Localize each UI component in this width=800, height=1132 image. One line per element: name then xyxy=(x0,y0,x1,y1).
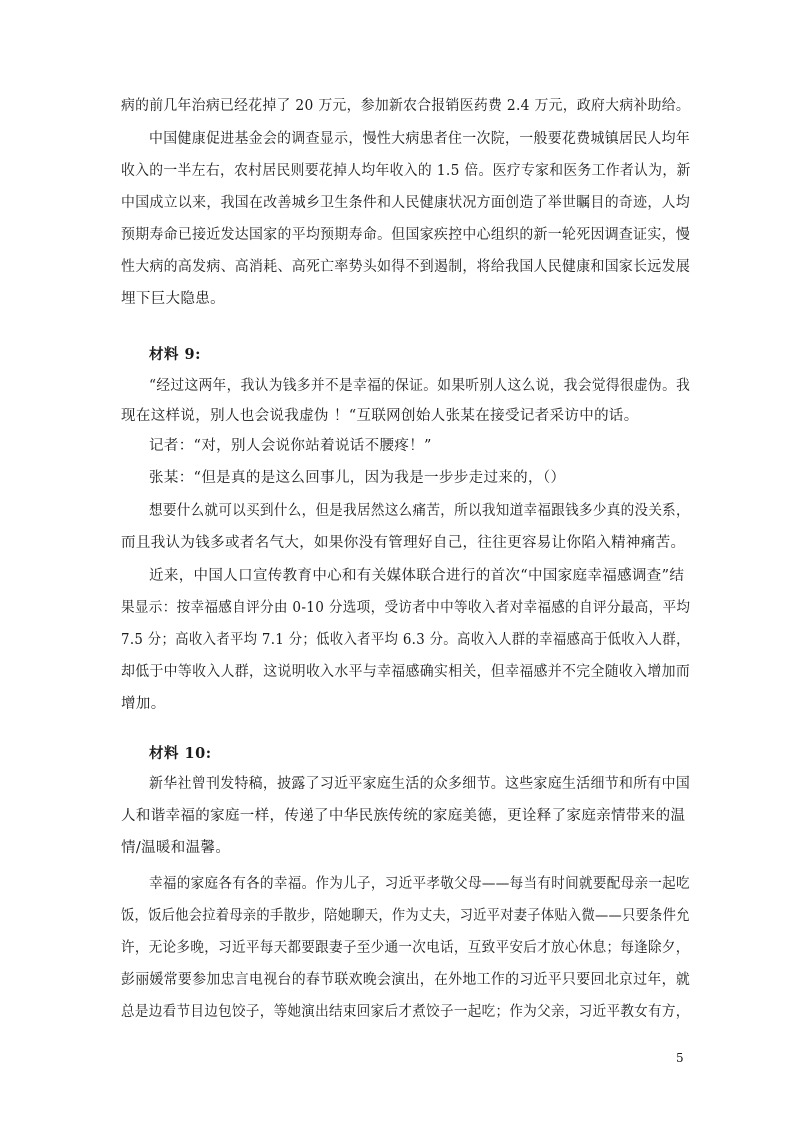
paragraph-line: 近来，中国人口宣传教育中心和有关媒体联合进行的首次“中国家庭幸福感调查”结 xyxy=(149,568,685,584)
paragraph-line: 7.5 分；高收入者平均 7.1 分；低收入者平均 6.3 分。高收入人群的幸福感高于低收入人群， xyxy=(121,632,690,648)
section-heading-material-9: 材料 9: xyxy=(149,346,201,363)
paragraph-line: 新华社曾刊发特稿，披露了习近平家庭生活的众多细节。这些家庭生活细节和所有中国 xyxy=(149,776,691,792)
paragraph-line: 增加。 xyxy=(121,696,166,712)
paragraph-line: 中国健康促进基金会的调查显示，慢性大病患者住一次院，一般要花费城镇居民人均年 xyxy=(149,131,691,147)
paragraph-line: 饭，饭后他会拉着母亲的手散步，陪她聊天，作为丈夫，习近平对妻子体贴入微——只要条件允 xyxy=(121,908,690,924)
section-heading-material-10: 材料 10: xyxy=(149,745,212,762)
paragraph-line: 幸福的家庭各有各的幸福。作为儿子，习近平孝敬父母——每当有时间就要配母亲一起吃 xyxy=(149,876,690,892)
paragraph-line: 病的前几年治病已经花掉了 20 万元，参加新农合报销医药费 2.4 万元，政府大病补助给。 xyxy=(121,98,691,114)
paragraph-line: 预期寿命已接近发达国家的平均预期寿命。但国家疾控中心组织的新一轮死因调查证实，慢 xyxy=(121,227,691,243)
paragraph-line: 性大病的高发病、高消耗、高死亡率势头如得不到遏制，将给我国人民健康和国家长远发展 xyxy=(121,259,691,275)
paragraph-line: 人和谐幸福的家庭一样，传递了中华民族传统的家庭美德，更诠释了家庭亲情带来的温 xyxy=(121,808,686,824)
paragraph-line: 情/温暖和温馨。 xyxy=(121,840,231,856)
paragraph-line: 埋下巨大隐患。 xyxy=(121,291,225,307)
page-number: 5 xyxy=(676,1051,684,1065)
paragraph-line: 收入的一半左右，农村居民则要花掉人均年收入的 1.5 倍。医疗专家和医务工作者认为，新 xyxy=(121,163,691,179)
paragraph-line: 彭丽媛常要参加忠言电视台的春节联欢晚会演出，在外地工作的习近平只要回北京过年，就 xyxy=(121,972,691,988)
paragraph-line: 却低于中等收入人群，这说明收入水平与幸福感确实相关，但幸福感并不完全随收入增加而 xyxy=(121,664,691,680)
paragraph-line: 而且我认为钱多或者名气大，如果你没有管理好自己，往往更容易让你陷入精神痛苦。 xyxy=(121,535,686,551)
paragraph-line: 总是边看节目边包饺子，等她演出结束回家后才煮饺子一起吃；作为父亲，习近平教女有方， xyxy=(121,1004,690,1020)
paragraph-line: 张某：“但是真的是这么回事儿，因为我是一步步走过来的，（） xyxy=(149,470,566,486)
paragraph-line: 想要什么就可以买到什么，但是我居然这么痛苦，所以我知道幸福跟钱多少真的没关系， xyxy=(149,503,690,519)
paragraph-line: 果显示：按幸福感自评分由 0-10 分选项，受访者中中等收入者对幸福感的自评分最高，平均 xyxy=(121,600,691,616)
paragraph-line: 现在这样说，别人也会说我虚伪 ！“互联网创始人张某在接受记者采访中的话。 xyxy=(121,408,639,424)
paragraph-line: “经过这两年，我认为钱多并不是幸福的保证。如果听别人这么说，我会觉得很虚伪。我 xyxy=(149,378,691,394)
paragraph-line: 记者：“对，别人会说你站着说话不腰疼！” xyxy=(149,438,432,454)
paragraph-line: 中国成立以来，我国在改善城乡卫生条件和人民健康状况方面创造了举世瞩目的奇迹，人均 xyxy=(121,195,691,211)
paragraph-line: 许，无论多晚，习近平每天都要跟妻子至少通一次电话，互致平安后才放心休息；每逢除夕， xyxy=(121,940,690,956)
